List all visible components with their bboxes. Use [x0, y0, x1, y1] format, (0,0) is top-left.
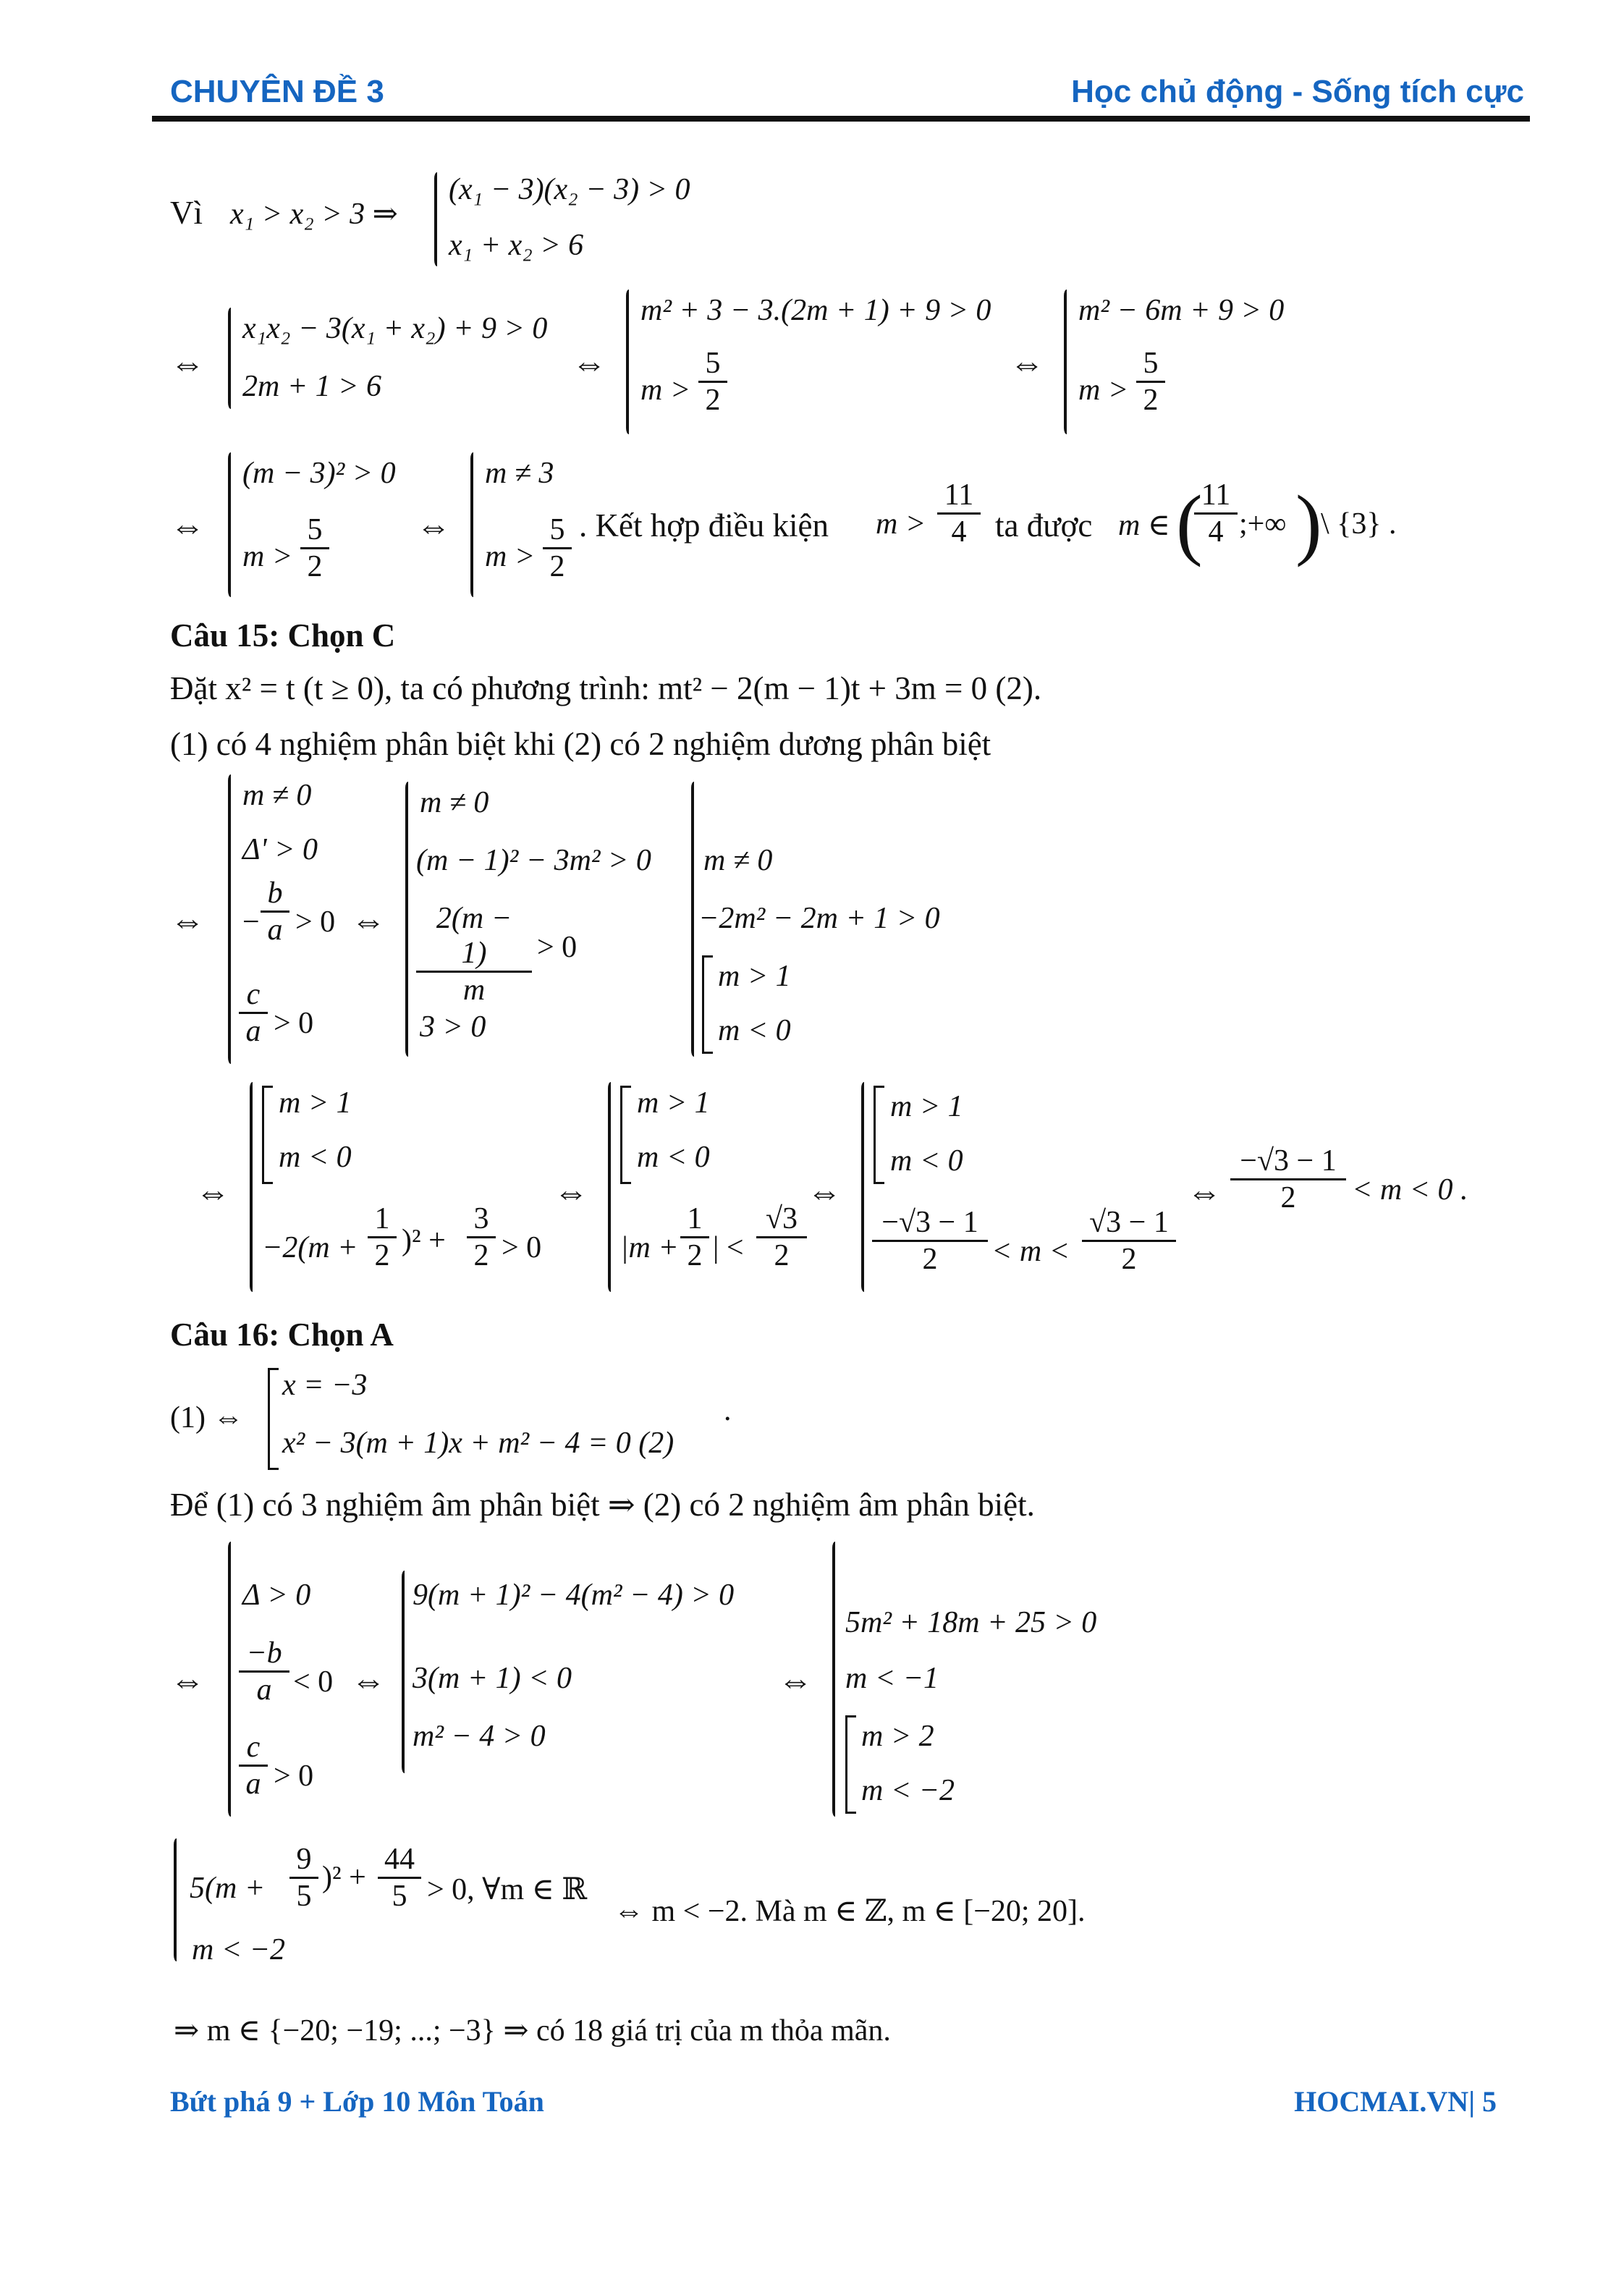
sys5-b: m >: [242, 540, 293, 573]
brace: [434, 172, 437, 266]
interval-tail: ;+∞: [1239, 507, 1287, 541]
brace: [626, 290, 629, 434]
fraction-5-2: $\frac{5}{2}$: [1136, 346, 1165, 418]
cond-x1x2: x₁ > x₂ > 3 ⇒: [230, 198, 398, 231]
sys1-b: x₁ + x₂ > 6: [449, 229, 584, 262]
equiv-symbol: ⇔: [416, 507, 451, 546]
sys2-b: 2m + 1 > 6: [242, 370, 382, 403]
q16-s4-a-mid: )² +: [322, 1861, 366, 1894]
fraction-44-5: $\frac{44}{5}$: [378, 1842, 421, 1914]
q16-title: Câu 16: Chọn A: [170, 1317, 394, 1353]
vi-text: Vì: [170, 195, 203, 231]
sys6-a: m ≠ 3: [485, 457, 554, 490]
q15-s3-2: m > 1: [718, 960, 791, 993]
combine-text: . Kết hợp điều kiện: [579, 507, 829, 544]
bracket: [845, 1715, 856, 1814]
equiv-symbol: ⇔: [554, 1173, 588, 1212]
q15-title: Câu 15: Chọn C: [170, 617, 396, 654]
header-chapter: CHUYÊN ĐỀ 3: [170, 74, 384, 109]
q16-s3-3: m < −2: [861, 1774, 955, 1807]
footer-page: HOCMAI.VN| 5: [1294, 2085, 1497, 2118]
fraction-1-2: $\frac{1}{2}$: [680, 1201, 709, 1273]
q15-s3-3: m < 0: [718, 1014, 791, 1047]
m-in: m ∈: [1118, 509, 1170, 542]
fraction-1-2: $\frac{1}{2}$: [368, 1201, 397, 1273]
q16-case1: x = −3: [282, 1369, 368, 1402]
taduoc-text: ta được: [995, 507, 1093, 544]
q15-s5-2: |m +: [620, 1231, 679, 1264]
bracket: [702, 955, 713, 1054]
fraction-b-a: $\frac{b}{a}$: [261, 876, 289, 947]
q16-s2-0: 9(m + 1)² − 4(m² − 4) > 0: [413, 1579, 735, 1612]
bracket: [620, 1086, 631, 1184]
sys3-b: m >: [640, 373, 691, 407]
header-rule: [152, 116, 1530, 122]
q15-line1: Đặt x² = t (t ≥ 0), ta có phương trình: mt² − 2(m − 1)t + 3m = 0 (2).: [170, 670, 1042, 706]
q16-s4-a-pre: 5(m +: [190, 1872, 266, 1905]
equiv-symbol: ⇔: [170, 345, 205, 383]
fraction-2m-1-over-m: $\frac{2(m - 1)}{m}$: [416, 901, 532, 1007]
q15-s2-0: m ≠ 0: [420, 786, 489, 819]
brace: [1064, 290, 1067, 434]
q15-s6-0: m > 1: [890, 1090, 963, 1123]
q15-s3-0: m ≠ 0: [703, 844, 773, 877]
q16-s1-6: > 0: [274, 1759, 314, 1793]
brace: [832, 1542, 835, 1817]
q16-s3-0: 5m² + 18m + 25 > 0: [845, 1606, 1097, 1639]
q15-s4-4: > 0: [502, 1231, 542, 1264]
fraction-9-5: $\frac{9}{5}$: [289, 1842, 318, 1914]
fraction-11-4: $\frac{11}{4}$: [937, 478, 981, 549]
equiv-symbol: ⇔: [170, 902, 205, 940]
fraction-sqrt3-2: $\frac{√3}{2}$: [756, 1201, 807, 1273]
sys1-a: (x₁ − 3)(x₂ − 3) > 0: [449, 173, 690, 206]
set-exclusion: \ {3} .: [1321, 507, 1397, 541]
brace: [861, 1082, 864, 1292]
q15-s5-1: m < 0: [637, 1141, 710, 1174]
q15-s1-2: > 0: [295, 905, 336, 939]
fraction-5-2: $\frac{5}{2}$: [698, 346, 727, 418]
brace: [228, 774, 231, 1064]
brace: [228, 1542, 231, 1817]
sys5-a: (m − 3)² > 0: [242, 457, 396, 490]
q16-s1-3: < 0: [293, 1665, 334, 1699]
fraction-5-2: $\frac{5}{2}$: [300, 512, 329, 584]
fraction-sqrt3-1-2: $\frac{√3 - 1}{2}$: [1082, 1205, 1176, 1277]
fraction-3-2: $\frac{3}{2}$: [467, 1201, 496, 1273]
fraction-5-2: $\frac{5}{2}$: [543, 512, 572, 584]
fraction-neg-b-a: $\frac{-b}{a}$: [239, 1636, 289, 1707]
header-slogan: Học chủ động - Sống tích cực: [1071, 74, 1524, 109]
sys3-a: m² + 3 − 3.(2m + 1) + 9 > 0: [640, 294, 991, 327]
brace: [250, 1082, 253, 1292]
q16-case2: x² − 3(m + 1)x + m² − 4 = 0 (2): [282, 1427, 674, 1460]
sys2-a: x₁x₂ − 3(x₁ + x₂) + 9 > 0: [242, 312, 548, 345]
q15-s2-5: 3 > 0: [420, 1010, 486, 1044]
equiv-symbol: ⇔: [170, 507, 205, 546]
q16-s3-2: m > 2: [861, 1720, 934, 1753]
equiv-symbol: ⇔: [572, 345, 606, 383]
q15-s4-0: m > 1: [279, 1086, 352, 1120]
fraction-11-4: $\frac{11}{4}$: [1194, 478, 1238, 549]
q16-last: ⇒ m ∈ {−20; −19; ...; −3} ⇒ có 18 giá trị của m thỏa mãn.: [174, 2014, 891, 2048]
q15-s1-3: > 0: [274, 1007, 314, 1040]
q16-s2-1: 3(m + 1) < 0: [413, 1662, 572, 1695]
brace: [174, 1838, 177, 1961]
brace: [228, 308, 231, 409]
q15-s4-2: −2(m +: [262, 1231, 358, 1264]
q16-line1-lhs: (1) ⇔: [170, 1401, 244, 1435]
q15-s1-1: Δ' > 0: [242, 833, 318, 866]
brace: [402, 1571, 405, 1773]
q15-s5-0: m > 1: [637, 1086, 710, 1120]
sys4-b: m >: [1078, 373, 1129, 407]
q15-s1-0: m ≠ 0: [242, 779, 312, 812]
q16-result: ⇔ m < −2. Mà m ∈ ℤ, m ∈ [−20; 20].: [614, 1895, 1086, 1928]
paren-close: ): [1295, 479, 1322, 567]
fraction-c-a: $\frac{c}{a}$: [239, 1730, 268, 1801]
q15-s5-3: | <: [713, 1231, 744, 1264]
minus-sign: −: [242, 905, 260, 939]
q15-s3-1: −2m² − 2m + 1 > 0: [698, 902, 940, 935]
fraction-c-a: $\frac{c}{a}$: [239, 977, 268, 1049]
bracket: [874, 1086, 884, 1184]
sys4-a: m² − 6m + 9 > 0: [1078, 294, 1285, 327]
q15-s2-4: > 0: [537, 931, 578, 964]
q15-s4-1: m < 0: [279, 1141, 352, 1174]
q16-s4-b: m < −2: [192, 1933, 286, 1966]
q15-s6-4: < m <: [991, 1235, 1070, 1268]
footer-course: Bứt phá 9 + Lớp 10 Môn Toán: [170, 2085, 544, 2118]
q16-line2: Để (1) có 3 nghiệm âm phân biệt ⇒ (2) có 2 nghiệm âm phân biệt.: [170, 1487, 1035, 1523]
q15-s2-1: (m − 1)² − 3m² > 0: [416, 844, 651, 877]
equiv-symbol: ⇔: [351, 902, 386, 940]
q15-s4-3: )² +: [402, 1224, 446, 1257]
q15-s6-1: m < 0: [890, 1144, 963, 1178]
brace: [608, 1082, 611, 1292]
equiv-symbol: ⇔: [170, 1662, 205, 1700]
q15-final-tail: < m < 0 .: [1352, 1173, 1468, 1207]
fraction-final: $\frac{-√3 - 1}{2}$: [1230, 1144, 1346, 1215]
equiv-symbol: ⇔: [1010, 345, 1044, 383]
paren-open: (: [1176, 479, 1203, 567]
brace: [691, 782, 694, 1057]
bracket: [268, 1368, 279, 1470]
equiv-symbol: ⇔: [351, 1662, 386, 1700]
q15-line2: (1) có 4 nghiệm phân biệt khi (2) có 2 nghiệm dương phân biệt: [170, 726, 991, 762]
fraction-neg-sqrt3-1-2: $\frac{-√3 - 1}{2}$: [872, 1205, 988, 1277]
brace: [405, 782, 408, 1057]
q16-dot: .: [724, 1394, 732, 1427]
bracket: [262, 1086, 273, 1184]
m-greater: m >: [876, 507, 926, 541]
sys6-b: m >: [485, 540, 536, 573]
q16-s2-2: m² − 4 > 0: [413, 1720, 546, 1753]
q16-s4-a-post: > 0, ∀m ∈ ℝ: [427, 1873, 588, 1906]
q16-s3-1: m < −1: [845, 1662, 939, 1695]
equiv-symbol: ⇔: [778, 1662, 813, 1700]
equiv-symbol: ⇔: [807, 1173, 842, 1212]
brace: [228, 452, 231, 597]
brace: [470, 452, 473, 597]
equiv-symbol: ⇔: [195, 1173, 230, 1212]
equiv-symbol: ⇔: [1187, 1173, 1222, 1212]
q16-s1-0: Δ > 0: [242, 1579, 311, 1612]
